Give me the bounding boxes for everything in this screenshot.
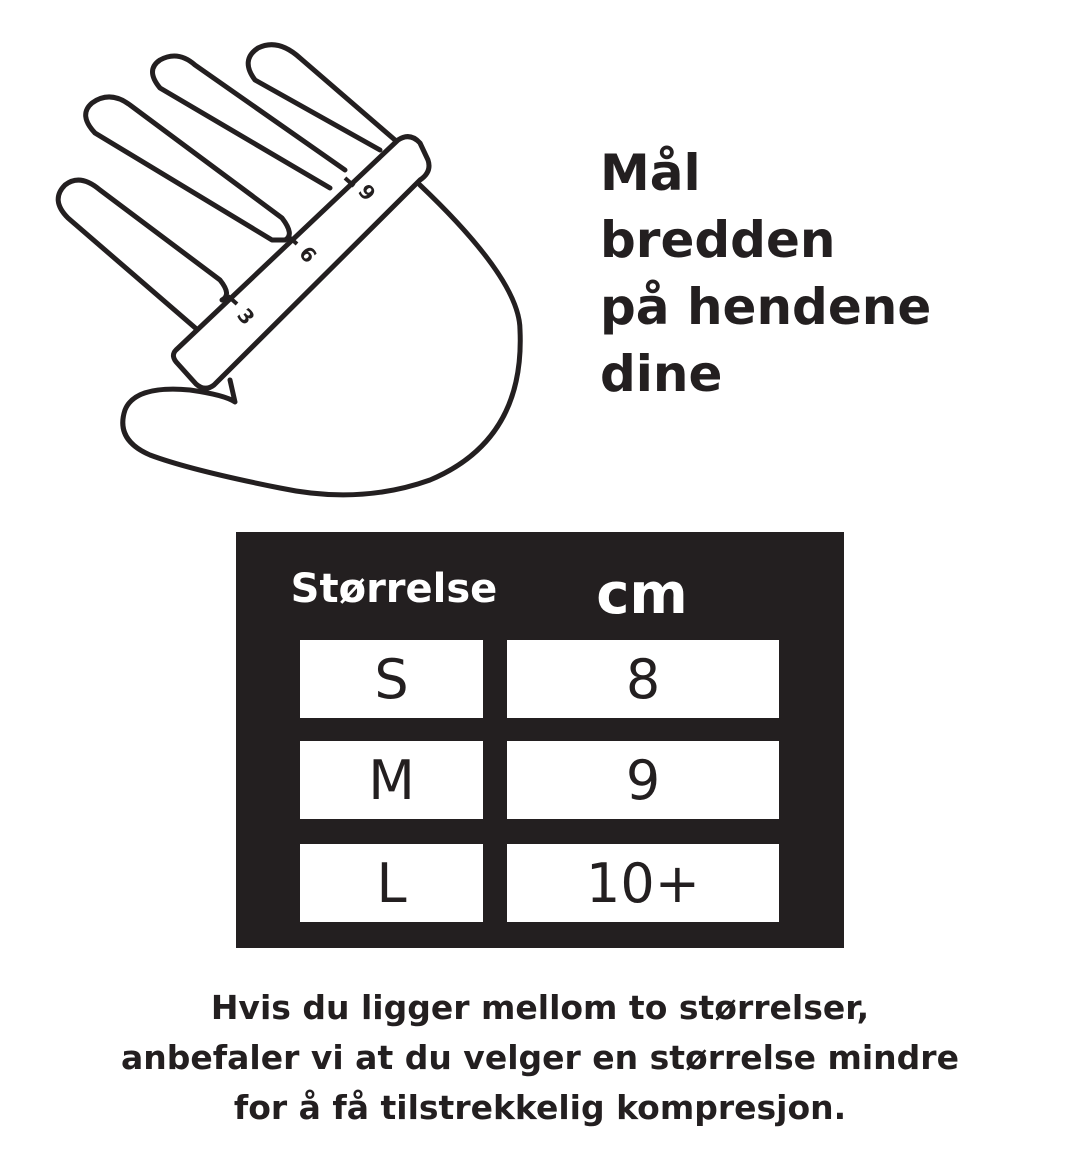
note-line: for å få tilstrekkelig kompresjon. [233, 1088, 847, 1127]
cm-column-header: cm [596, 562, 688, 627]
measure-heading [600, 140, 1060, 408]
heading-line: dine [600, 345, 723, 403]
heading-line: Mål [600, 144, 701, 202]
size-cell-m: M [300, 741, 483, 819]
band-label-6: 6 [294, 241, 322, 268]
band-label-9: 9 [353, 179, 381, 206]
cm-cell-s: 8 [507, 640, 779, 718]
heading-line: bredden [600, 211, 836, 269]
size-cell-l: L [300, 844, 483, 922]
note-line: anbefaler vi at du velger en størrelse mindre [121, 1038, 959, 1077]
band-label-3: 3 [232, 303, 260, 330]
size-table [236, 532, 844, 948]
finger-pinky [58, 180, 226, 332]
finger-middle [153, 56, 346, 188]
finger-ring [86, 97, 290, 240]
finger-index [248, 45, 395, 150]
sizing-advice-note [40, 983, 1040, 1133]
note-line: Hvis du ligger mellom to størrelser, [210, 988, 870, 1027]
cm-cell-m: 9 [507, 741, 779, 819]
heading-line: på hendene [600, 278, 932, 336]
hand-measurement-illustration [40, 30, 540, 510]
size-cell-s: S [300, 640, 483, 718]
cm-cell-l: 10+ [507, 844, 779, 922]
size-column-header: Størrelse [290, 566, 498, 612]
